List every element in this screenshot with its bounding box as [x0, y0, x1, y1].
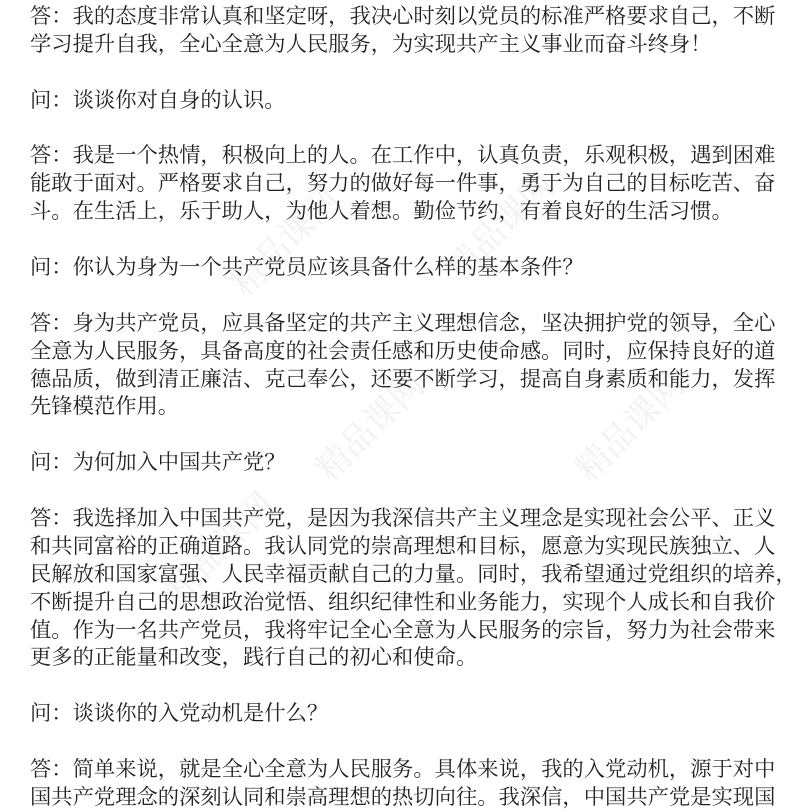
paragraph-spacer [30, 282, 790, 310]
question-paragraph [30, 87, 790, 115]
text-line: 问：你认为身为一个共产党员应该具备什么样的基本条件？ [30, 255, 584, 281]
question-paragraph [30, 449, 790, 477]
answer-paragraph [30, 142, 790, 226]
paragraph-spacer [30, 59, 790, 87]
text-line: 问：为何加入中国共产党？ [30, 450, 286, 476]
paragraph-spacer [30, 421, 790, 449]
text-line: 答：身为共产党员，应具备坚定的共产主义理想信念，坚决拥护党的领导，全心 [30, 310, 776, 336]
text-line: 和共同富裕的正确道路。我认同党的崇高理想和目标，愿意为实现民族独立、人 [30, 533, 776, 559]
answer-paragraph [30, 505, 797, 672]
text-line: 全意为人民服务，具备高度的社会责任感和历史使命感。同时，应保持良好的道 [30, 338, 776, 364]
text-line: 民解放和国家富强、人民幸福贡献自己的力量。同时，我希望通过党组织的培养， [30, 561, 797, 587]
text-line: 学习提升自我，全心全意为人民服务，为实现共产主义事业而奋斗终身！ [30, 31, 712, 57]
paragraph-spacer [30, 477, 790, 505]
question-paragraph [30, 700, 790, 728]
text-line: 德品质，做到清正廉洁、克己奉公，还要不断学习，提高自身素质和能力，发挥 [30, 366, 776, 392]
text-line: 能敢于面对。严格要求自己，努力的做好每一件事，勇于为自己的目标吃苦、奋 [30, 171, 776, 197]
paragraph-spacer [30, 672, 790, 700]
text-line: 不断提升自己的思想政治觉悟、组织纪律性和业务能力，实现个人成长和自我价 [30, 589, 776, 615]
text-line: 先锋模范作用。 [30, 394, 180, 420]
text-line: 斗。在生活上，乐于助人，为他人着想。勤俭节约，有着良好的生活习惯。 [30, 199, 733, 225]
text-line: 国共产党理念的深刻认同和崇高理想的热切向往。我深信，中国共产党是实现国 [30, 784, 776, 810]
text-line: 答：我是一个热情，积极向上的人。在工作中，认真负责，乐观积极，遇到困难 [30, 143, 776, 169]
document-body [30, 3, 797, 812]
watermark: 精品课网 [568, 364, 693, 490]
question-paragraph [30, 254, 790, 282]
answer-paragraph [30, 756, 790, 812]
text-line: 问：谈谈你的入党动机是什么？ [30, 701, 329, 727]
answer-paragraph [30, 310, 790, 422]
text-line: 答：我选择加入中国共产党，是因为我深信共产主义理念是实现社会公平、正义 [30, 506, 776, 532]
text-line: 值。作为一名共产党员，我将牢记全心全意为人民服务的宗旨，努力为社会带来 [30, 617, 776, 643]
paragraph-spacer [30, 226, 790, 254]
text-line: 答：我的态度非常认真和坚定呀，我决心时刻以党员的标准严格要求自己，不断 [30, 4, 776, 29]
paragraph-spacer [30, 728, 790, 756]
watermark: 精品课网 [158, 484, 283, 610]
watermark: 精品课网 [438, 164, 563, 290]
watermark: 精品课网 [223, 179, 348, 305]
text-line: 答：简单来说，就是全心全意为人民服务。具体来说，我的入党动机，源于对中 [30, 757, 776, 783]
watermark: 精品课网 [308, 364, 433, 490]
paragraph-spacer [30, 115, 790, 143]
text-line: 更多的正能量和改变，践行自己的初心和使命。 [30, 645, 478, 671]
answer-paragraph [30, 3, 790, 59]
text-line: 问：谈谈你对自身的认识。 [30, 87, 286, 113]
